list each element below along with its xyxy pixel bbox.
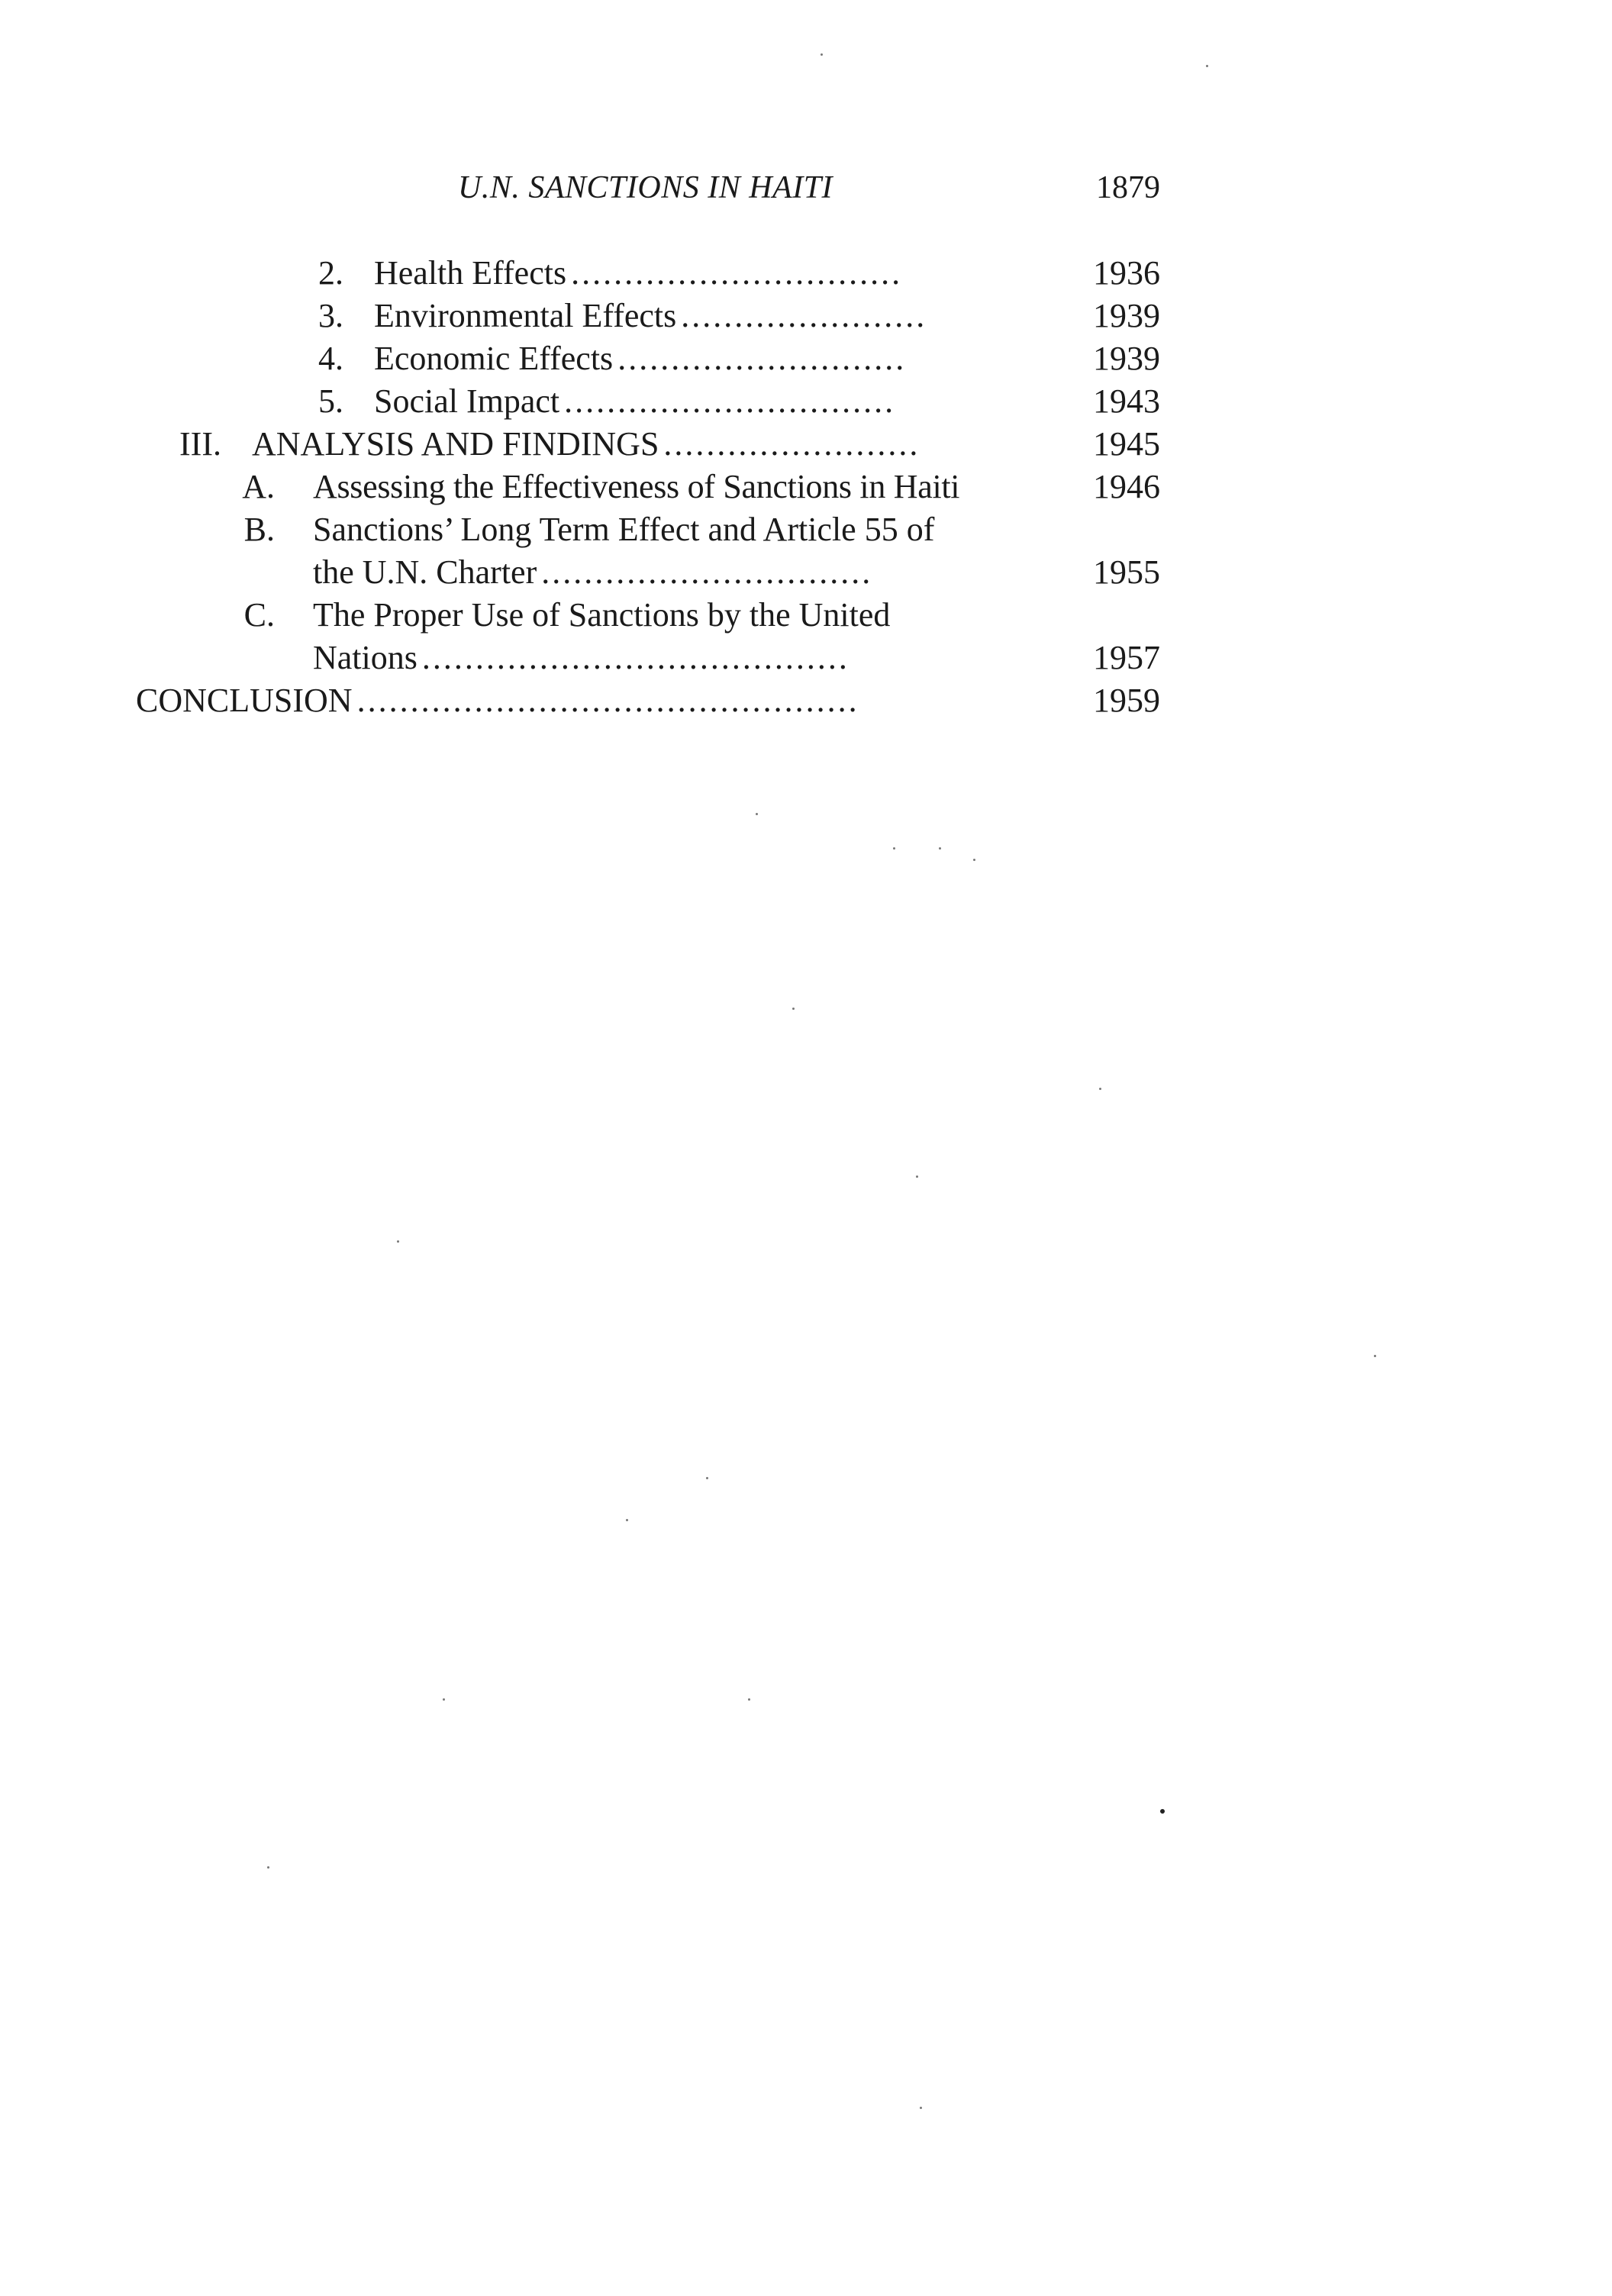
scan-speck [397, 1240, 399, 1243]
scan-speck [920, 2107, 922, 2109]
running-title: U.N. SANCTIONS IN HAITI [458, 170, 833, 205]
toc-entry-page: 1959 [1093, 682, 1160, 719]
toc-entry-nations [229, 637, 1160, 679]
dot-leader: ........................... [617, 340, 907, 377]
dot-leader: ........................ [663, 425, 920, 463]
toc-entry-economic-effects [305, 337, 1160, 380]
scan-speck [821, 53, 823, 56]
page-number: 1879 [1096, 170, 1160, 205]
dot-leader: ....................... [681, 297, 927, 334]
toc-entry-proper-use [229, 594, 1160, 637]
toc-entry-page: 1943 [1093, 382, 1160, 420]
dot-leader: ........................................ [421, 639, 850, 676]
dot-leader: ............................... [571, 254, 903, 292]
scan-speck [1099, 1088, 1101, 1090]
scan-speck [939, 847, 941, 850]
toc-entry-page: 1955 [1093, 553, 1160, 591]
toc-entry-long-term-effect [229, 508, 1160, 551]
toc-entry-social-impact [305, 380, 1160, 423]
scan-speck [626, 1519, 628, 1521]
toc-entry-number: 4. [318, 340, 343, 377]
toc-entry-number: 5. [318, 382, 343, 420]
toc-entry-label: The Proper Use of Sanctions by the United [313, 596, 891, 634]
toc-entry-label: CONCLUSION [136, 682, 353, 719]
dot-leader: ............................... [541, 553, 873, 591]
dot-leader: ............................................... [356, 682, 859, 719]
toc-entry-health-effects [305, 252, 1160, 295]
scan-speck [1206, 65, 1208, 67]
toc-entry-page: 1939 [1093, 340, 1160, 377]
toc-entry-assessing-effectiveness [229, 466, 1160, 508]
toc-entry-page: 1957 [1093, 639, 1160, 676]
scan-speck [916, 1175, 918, 1178]
toc-entry-page: 1939 [1093, 297, 1160, 334]
toc-entry-label: Nations [313, 639, 418, 676]
toc-entry-label: Assessing the Effectiveness of Sanctions in Haiti [313, 468, 960, 505]
scan-speck [706, 1477, 708, 1479]
toc-entry-analysis-and-findings [168, 423, 1160, 466]
toc-entry-number: B. [243, 511, 275, 548]
toc-entry-label: Environmental Effects [374, 297, 677, 334]
toc-entry-number: C. [243, 596, 275, 634]
toc-entry-number: A. [242, 468, 275, 505]
scan-speck [1160, 1809, 1165, 1814]
scan-speck [1374, 1355, 1376, 1357]
running-head [137, 169, 1160, 215]
toc-entry-environmental-effects [305, 295, 1160, 337]
scan-speck [792, 1008, 795, 1010]
toc-entry-conclusion [136, 679, 1160, 722]
toc-entry-un-charter [229, 551, 1160, 594]
scan-speck [748, 1698, 750, 1701]
toc-entry-label: Economic Effects [374, 340, 614, 377]
toc-entry-number: 3. [318, 297, 343, 334]
toc-entry-label: Sanctions’ Long Term Effect and Article 55 of [313, 511, 935, 548]
scan-speck [756, 813, 758, 815]
toc-entry-number: 2. [318, 254, 343, 292]
scan-speck [973, 859, 975, 861]
scan-speck [893, 847, 895, 850]
toc-entry-label: Social Impact [374, 382, 560, 420]
toc-entry-page: 1946 [1093, 468, 1160, 505]
toc-entry-number: III. [179, 425, 221, 463]
toc-entry-page: 1936 [1093, 254, 1160, 292]
dot-leader: ............................... [564, 382, 896, 420]
toc-entry-page: 1945 [1093, 425, 1160, 463]
toc-entry-label: ANALYSIS AND FINDINGS [252, 425, 659, 463]
scan-speck [443, 1698, 445, 1701]
scan-speck [267, 1866, 269, 1869]
toc-entry-label: the U.N. Charter [313, 553, 537, 591]
toc-entry-label: Health Effects [374, 254, 567, 292]
